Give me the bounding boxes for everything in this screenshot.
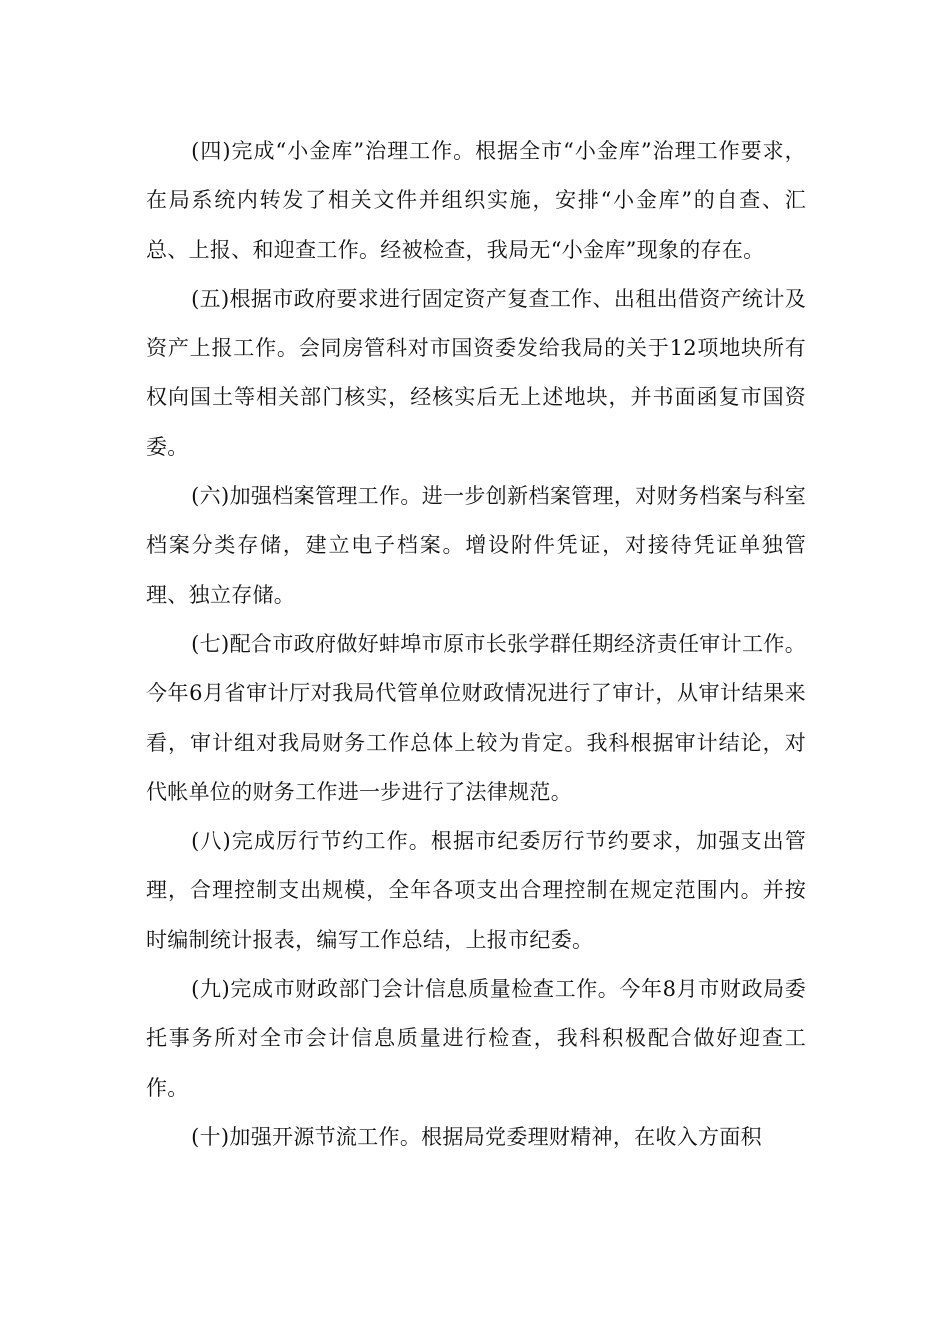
paragraph-4-small-treasury: (四)完成“小金库”治理工作。根据全市“小金库”治理工作要求，在局系统内转发了相关文件并组织实施，安排“小金库”的自查、汇总、上报、和迎查工作。经被检查，我局无“小金库”现象的存在。 [146, 139, 806, 262]
paragraph-9-accounting-check: (九)完成市财政部门会计信息质量检查工作。今年8月市财政局委托事务所对全市会计信息质量进行检查，我科积极配合做好迎查工作。 [146, 977, 806, 1100]
paragraph-5-fixed-assets: (五)根据市政府要求进行固定资产复查工作、出租出借资产统计及资产上报工作。会同房管科对市国资委发给我局的关于12项地块所有权向国土等相关部门核实，经核实后无上述地块，并书面函复市国资委。 [146, 286, 806, 459]
paragraph-10-revenue-expense: (十)加强开源节流工作。根据局党委理财精神，在收入方面积 [191, 1124, 762, 1149]
paragraph-8-frugality: (八)完成厉行节约工作。根据市纪委厉行节约要求，加强支出管理，合理控制支出规模，全年各项支出合理控制在规定范围内。并按时编制统计报表，编写工作总结，上报市纪委。 [146, 829, 806, 952]
paragraph-6-archives: (六)加强档案管理工作。进一步创新档案管理，对财务档案与科室档案分类存储，建立电子档案。增设附件凭证，对接待凭证单独管理、独立存储。 [146, 484, 806, 607]
paragraph-7-audit: (七)配合市政府做好蚌埠市原市长张学群任期经济责任审计工作。今年6月省审计厅对我局代管单位财政情况进行了审计，从审计结果来看，审计组对我局财务工作总体上较为肯定。我科根据审计结论，对代帐单位的财务工作进一步进行了法律规范。 [146, 631, 806, 804]
document-body [146, 127, 806, 1162]
